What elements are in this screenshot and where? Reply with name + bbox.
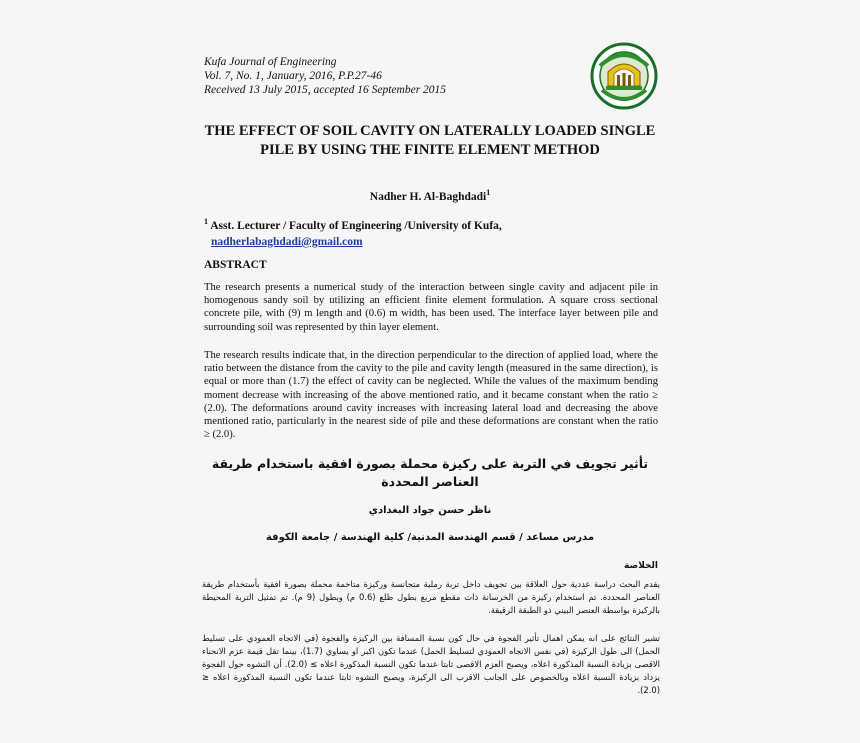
journal-name: Kufa Journal of Engineering [204,56,337,68]
journal-volume: Vol. 7, No. 1, January, 2016, P.P.27-46 [204,70,382,82]
journal-header [204,55,446,97]
abstract-paragraph-2: The research results indicate that, in the direction perpendicular to the direction of applied load, where the ratio between the distance from the cavity to the pile and cavity length (measured in the same direction), is equal or more than (1.7) the effect of cavity can be neglected. While the values of the maximum bending moment decrease with increasing of the above mentioned ratio, and it became constant when the ratio ≥ (2.0). The deformations around cavity increases with increasing lateral load and decreasing the above mentioned ratio, particularly in the nearest side of pile and these deformations are constant when the ratio ≥ (2.0). [204,350,658,441]
affiliation [204,214,664,250]
arabic-abstract-heading: الخلاصة [624,561,658,571]
university-seal-icon [590,42,658,110]
author-line [200,188,660,203]
author-name: Nadher H. Al-Baghdadi [369,190,487,203]
arabic-affiliation: مدرس مساعد / قسم الهندسة المدنية/ كلية الهندسة / جامعة الكوفة [265,532,595,543]
journal-received: Received 13 July 2015, accepted 16 September 2015 [204,84,447,96]
affiliation-text: Asst. Lecturer / Faculty of Engineering /University of Kufa, [210,219,502,232]
paper-title: THE EFFECT OF SOIL CAVITY ON LATERALLY LOADED SINGLE PILE BY USING THE FINITE ELEMENT METHOD [204,123,656,158]
arabic-abstract-paragraph-2: تشير النتائج على انه يمكن اهمال تأثير الفجوة في حال كون نسبة المسافة بين الركيزة والفجوة (في الاتجاه العمودي على تسليط الحمل) الى طول الركيزة (في نفس الاتجاه العمودي لتسليط الحمل) عندما تكون اكبر او يساوي (1.7)، بينما تقل قيمة عزم الانحناء الاقصى بزيادة النسبة المذكورة اعلاه، ويصبح العزم الاقصى ثابتا عندما تكون النسبة المذكورة اعلاه ≥ (2.0). أن التشوه حول الفجوة يزداد بزيادة النسبة اعلاه وبالخصوص على الجانب الاقرب الى الركيزة، ويصبح التشوه ثابتا عندما تكون النسبة المذكورة اعلاه ≤ (2.0). [202,633,661,696]
arabic-author: ناظر حسن جواد البغدادي [368,505,492,516]
affiliation-mark: 1 [204,217,208,226]
abstract-paragraph-1: The research presents a numerical study of the interaction between single cavity and adjacent pile in homogenous sandy soil by utilizing an efficient finite element formulation. A square cross sectional concrete pile, with (9) m length and (0.6) m width, has been used. The interface layer between pile and surrounding soil was represented by thin layer element. [204,282,658,333]
arabic-abstract-paragraph-1: يقدم البحث دراسة عددية حول العلاقة بين تجويف داخل تربة رملية متجانسة وركيزة متاخمة محملة بصورة افقية بأستخدام طريقة العناصر المحددة. تم استخدام ركيزة من الخرسانة ذات مقطع مربع بطول ظلع (0.6 م) وبطول (9 م). تم تمثيل التربة المحيطة بالركيزة بواسطة العنصر البيني ذو الطبقة الرقيقة. [202,579,660,616]
author-email-link[interactable]: nadherlabaghdadi@gmail.com [211,235,363,248]
arabic-title: تأثير تجويف في التربة على ركيزة محملة بصورة افقية باستخدام طريقة العناصر المحددة [211,456,649,489]
abstract-heading: ABSTRACT [204,259,267,271]
author-mark: 1 [486,188,491,197]
